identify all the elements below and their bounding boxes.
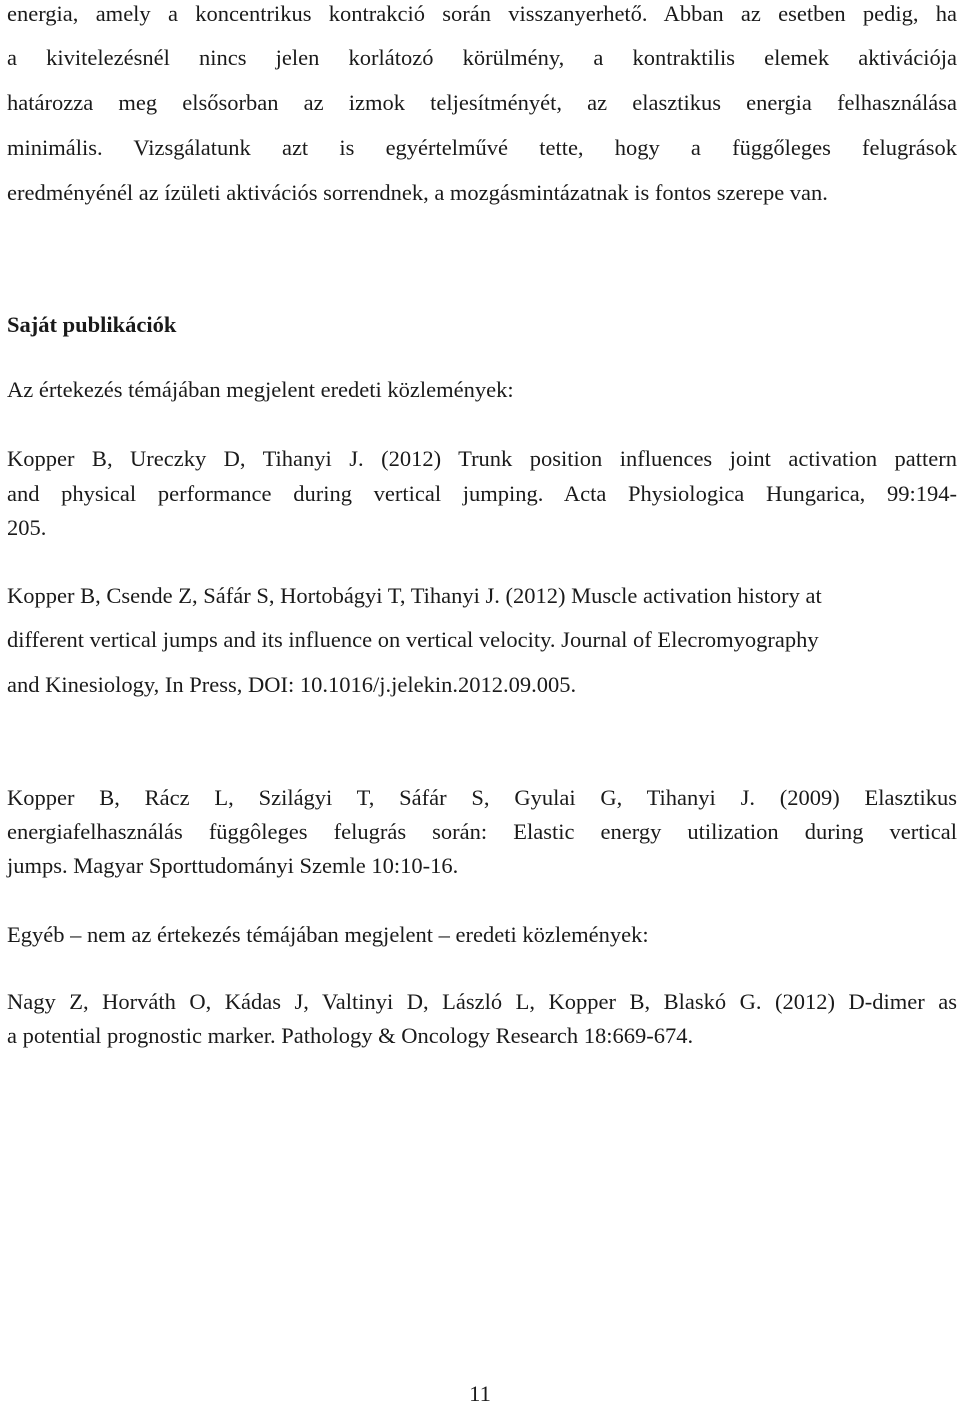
text-line: minimális. Vizsgálatunk azt is egyértelművé tette, hogy a függőleges felugrások [7,135,957,160]
other-publications-subheading: Egyéb – nem az értekezés témájában megjelent – eredeti közlemények: [7,922,649,947]
text-line: a kivitelezésnél nincs jelen korlátozó körülmény, a kontraktilis elemek aktivációja [7,45,957,70]
text-line: 205. [7,515,47,540]
text-line: jumps. Magyar Sporttudományi Szemle 10:10-16. [7,853,459,878]
section-heading: Saját publikációk [7,312,177,337]
page-number: 11 [469,1381,491,1406]
text-line: different vertical jumps and its influence on vertical velocity. Journal of Elecromyography [7,627,819,652]
text-line: eredményénél az ízületi aktivációs sorrendnek, a mozgásmintázatnak is fontos szerepe van. [7,180,828,205]
text-line: Kopper B, Rácz L, Szilágyi T, Sáfár S, Gyulai G, Tihanyi J. (2009) Elasztikus [7,785,957,810]
text-line: a potential prognostic marker. Pathology & Oncology Research 18:669-674. [7,1023,694,1048]
text-line: energiafelhasználás függôleges felugrás során: Elastic energy utilization during vertical [7,819,957,844]
text-line: and physical performance during vertical jumping. Acta Physiologica Hungarica, 99:194- [7,481,957,506]
text-line: energia, amely a koncentrikus kontrakció során visszanyerhető. Abban az esetben pedig, ha [7,1,957,26]
text-line: and Kinesiology, In Press, DOI: 10.1016/j.jelekin.2012.09.005. [7,672,577,697]
text-line: Nagy Z, Horváth O, Kádas J, Valtinyi D, László L, Kopper B, Blaskó G. (2012) D-dimer as [7,989,957,1014]
thesis-publications-subheading: Az értekezés témájában megjelent eredeti közlemények: [7,377,514,402]
text-line: Kopper B, Ureczky D, Tihanyi J. (2012) Trunk position influences joint activation pattern [7,446,957,471]
text-line: határozza meg elsősorban az izmok teljesítményét, az elasztikus energia felhasználása [7,90,957,115]
text-line: Kopper B, Csende Z, Sáfár S, Hortobágyi T, Tihanyi J. (2012) Muscle activation history at [7,583,822,608]
